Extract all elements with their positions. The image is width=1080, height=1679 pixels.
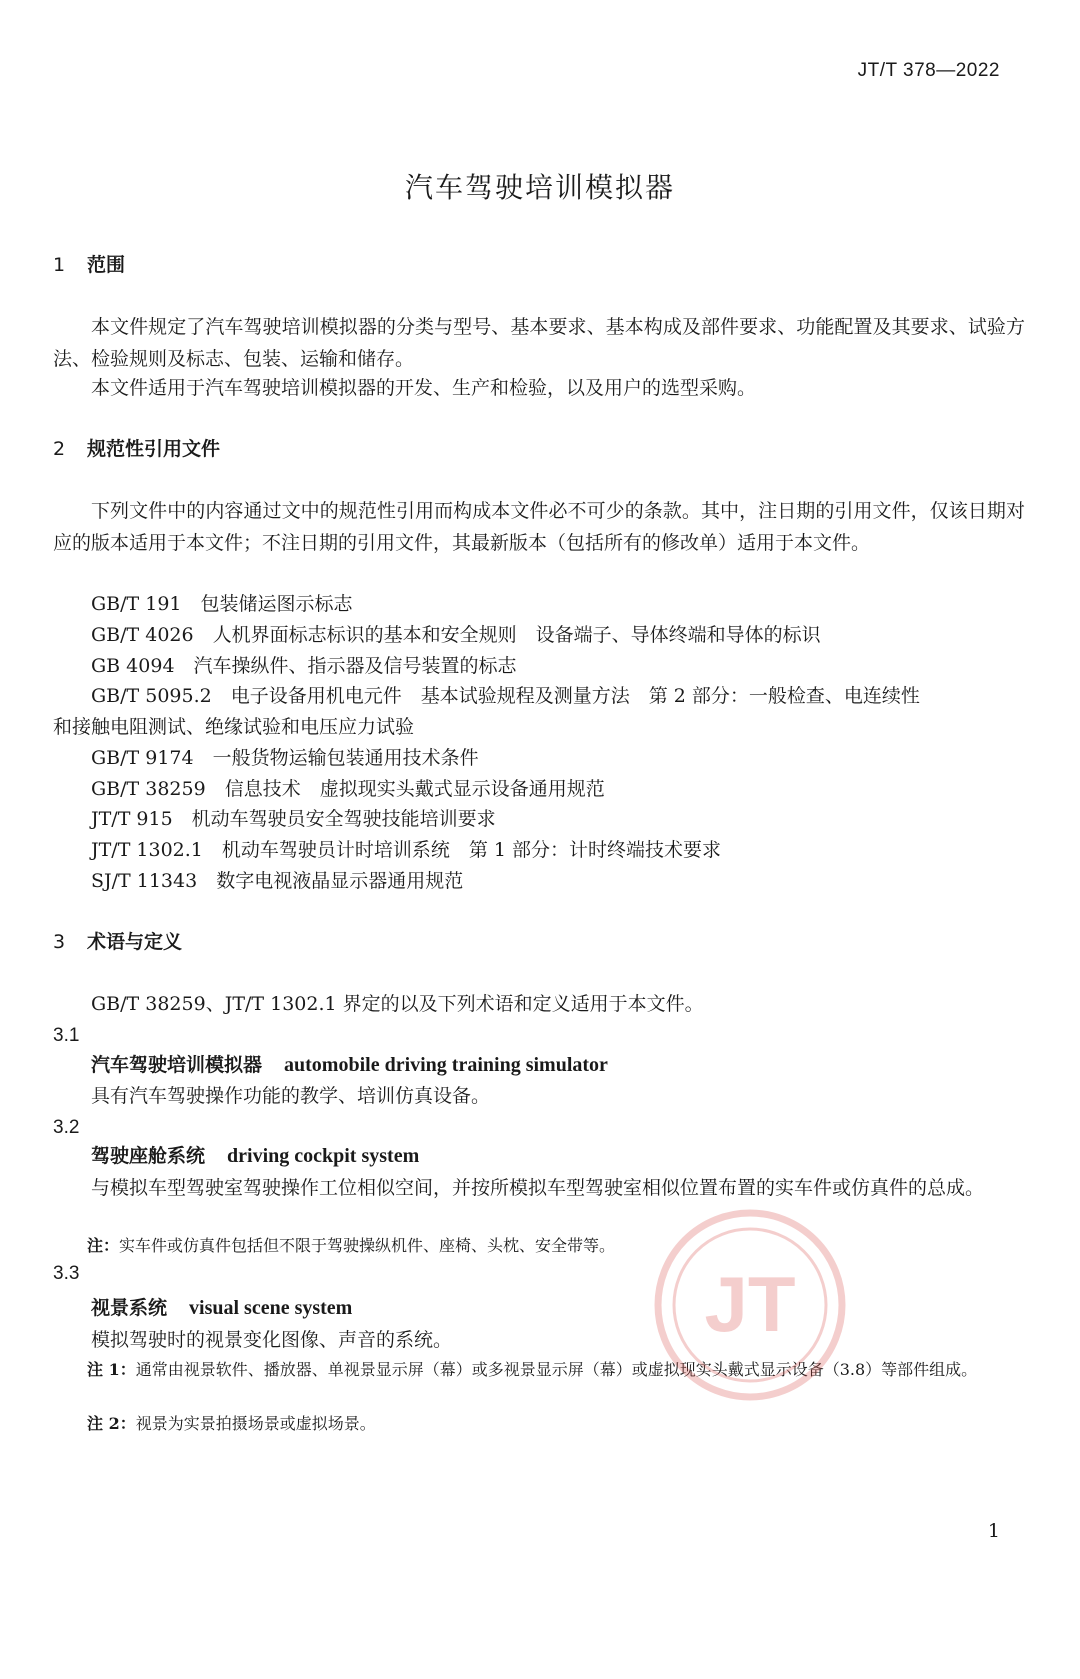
reference-item bbox=[91, 650, 517, 682]
reference-item bbox=[91, 680, 920, 712]
reference-title: 汽车操纵件、指示器及信号装置的标志 bbox=[193, 655, 517, 677]
note-text: 实车件或仿真件包括但不限于驾驶操纵机件、座椅、头枕、安全带等。 bbox=[119, 1236, 616, 1255]
section-number: 1 bbox=[53, 254, 66, 276]
scope-paragraph-1: 本文件规定了汽车驾驶培训模拟器的分类与型号、基本要求、基本构成及部件要求、功能配置及其要求、试验方法、检验规则及标志、包装、运输和储存。 bbox=[53, 316, 1025, 370]
reference-title: 人机界面标志标识的基本和安全规则 设备端子、导体终端和导体的标识 bbox=[212, 624, 821, 646]
reference-code: GB/T 5095.2 bbox=[91, 685, 212, 707]
reference-item bbox=[91, 742, 479, 774]
section-number: 3 bbox=[53, 931, 66, 953]
jt-seal-watermark bbox=[650, 1205, 850, 1405]
note-label: 注 2： bbox=[87, 1414, 136, 1433]
reference-item bbox=[91, 588, 353, 620]
term-note bbox=[53, 1232, 1025, 1260]
term-chinese: 汽车驾驶培训模拟器 bbox=[91, 1054, 263, 1076]
reference-item-continuation: 和接触电阻测试、绝缘试验和电压应力试验 bbox=[53, 716, 415, 738]
document-title: 汽车驾驶培训模拟器 bbox=[404, 171, 675, 204]
reference-item bbox=[91, 865, 463, 897]
normative-references-intro: 下列文件中的内容通过文中的规范性引用而构成本文件必不可少的条款。其中，注日期的引用文件，仅该日期对应的版本适用于本文件；不注日期的引用文件，其最新版本（包括所有的修改单）适用于本文件。 bbox=[53, 500, 1025, 554]
reference-item bbox=[91, 773, 605, 805]
term-english: visual scene system bbox=[189, 1297, 353, 1319]
reference-code: JT/T 915 bbox=[91, 808, 173, 830]
section-title: 规范性引用文件 bbox=[87, 438, 221, 460]
term-definition: 模拟驾驶时的视景变化图像、声音的系统。 bbox=[91, 1329, 453, 1351]
page-number: 1 bbox=[987, 1520, 1000, 1542]
section-title: 术语与定义 bbox=[87, 931, 183, 953]
section-title: 范围 bbox=[87, 254, 126, 276]
reference-title: 数字电视液晶显示器通用规范 bbox=[216, 870, 464, 892]
term-heading bbox=[91, 1293, 352, 1320]
term-heading bbox=[91, 1141, 419, 1168]
term-note bbox=[53, 1410, 1025, 1438]
reference-title: 一般货物运输包装通用技术条件 bbox=[212, 747, 479, 769]
reference-code: GB 4094 bbox=[91, 655, 175, 677]
note-text: 通常由视景软件、播放器、单视景显示屏（幕）或多视景显示屏（幕）或虚拟现实头戴式显示设备（3.8）等部件组成。 bbox=[135, 1360, 978, 1379]
term-definition: 与模拟车型驾驶室驾驶操作工位相似空间，并按所模拟车型驾驶室相似位置布置的实车件或仿真件的总成。 bbox=[91, 1177, 985, 1199]
reference-title: 包装储运图示标志 bbox=[200, 593, 353, 615]
clause-number: 3.3 bbox=[53, 1263, 80, 1284]
seal-lettering: JT bbox=[704, 1260, 796, 1348]
term-note bbox=[53, 1356, 1025, 1384]
term-english: driving cockpit system bbox=[227, 1145, 420, 1167]
clause-number: 3.1 bbox=[53, 1025, 80, 1046]
reference-item bbox=[91, 803, 496, 835]
reference-item bbox=[91, 834, 721, 866]
section-2-heading bbox=[53, 434, 220, 461]
reference-code: GB/T 38259 bbox=[91, 778, 206, 800]
reference-title: 机动车驾驶员安全驾驶技能培训要求 bbox=[191, 808, 496, 830]
terms-intro: GB/T 38259、JT/T 1302.1 界定的以及下列术语和定义适用于本文件。 bbox=[91, 993, 704, 1015]
note-text: 视景为实景拍摄场景或虚拟场景。 bbox=[135, 1414, 376, 1433]
reference-title: 信息技术 虚拟现实头戴式显示设备通用规范 bbox=[224, 778, 605, 800]
section-number: 2 bbox=[53, 438, 66, 460]
term-chinese: 视景系统 bbox=[91, 1297, 168, 1319]
term-definition: 具有汽车驾驶操作功能的教学、培训仿真设备。 bbox=[91, 1085, 491, 1107]
clause-number: 3.2 bbox=[53, 1117, 80, 1138]
reference-item bbox=[91, 619, 821, 651]
reference-title: 电子设备用机电元件 基本试验规程及测量方法 第 2 部分：一般检查、电连续性 bbox=[230, 685, 920, 707]
reference-title: 机动车驾驶员计时培训系统 第 1 部分：计时终端技术要求 bbox=[221, 839, 722, 861]
reference-code: SJ/T 11343 bbox=[91, 870, 198, 892]
reference-code: GB/T 191 bbox=[91, 593, 182, 615]
reference-code: JT/T 1302.1 bbox=[91, 839, 203, 861]
note-label: 注 1： bbox=[87, 1360, 136, 1379]
standard-code: JT/T 378—2022 bbox=[857, 60, 1000, 81]
term-chinese: 驾驶座舱系统 bbox=[91, 1145, 206, 1167]
note-label: 注： bbox=[87, 1236, 120, 1255]
section-3-heading bbox=[53, 927, 182, 954]
term-heading bbox=[91, 1050, 608, 1077]
section-1-heading bbox=[53, 250, 125, 277]
reference-code: GB/T 4026 bbox=[91, 624, 194, 646]
reference-code: GB/T 9174 bbox=[91, 747, 194, 769]
term-english: automobile driving training simulator bbox=[284, 1054, 608, 1076]
scope-paragraph-2: 本文件适用于汽车驾驶培训模拟器的开发、生产和检验，以及用户的选型采购。 bbox=[91, 377, 757, 399]
